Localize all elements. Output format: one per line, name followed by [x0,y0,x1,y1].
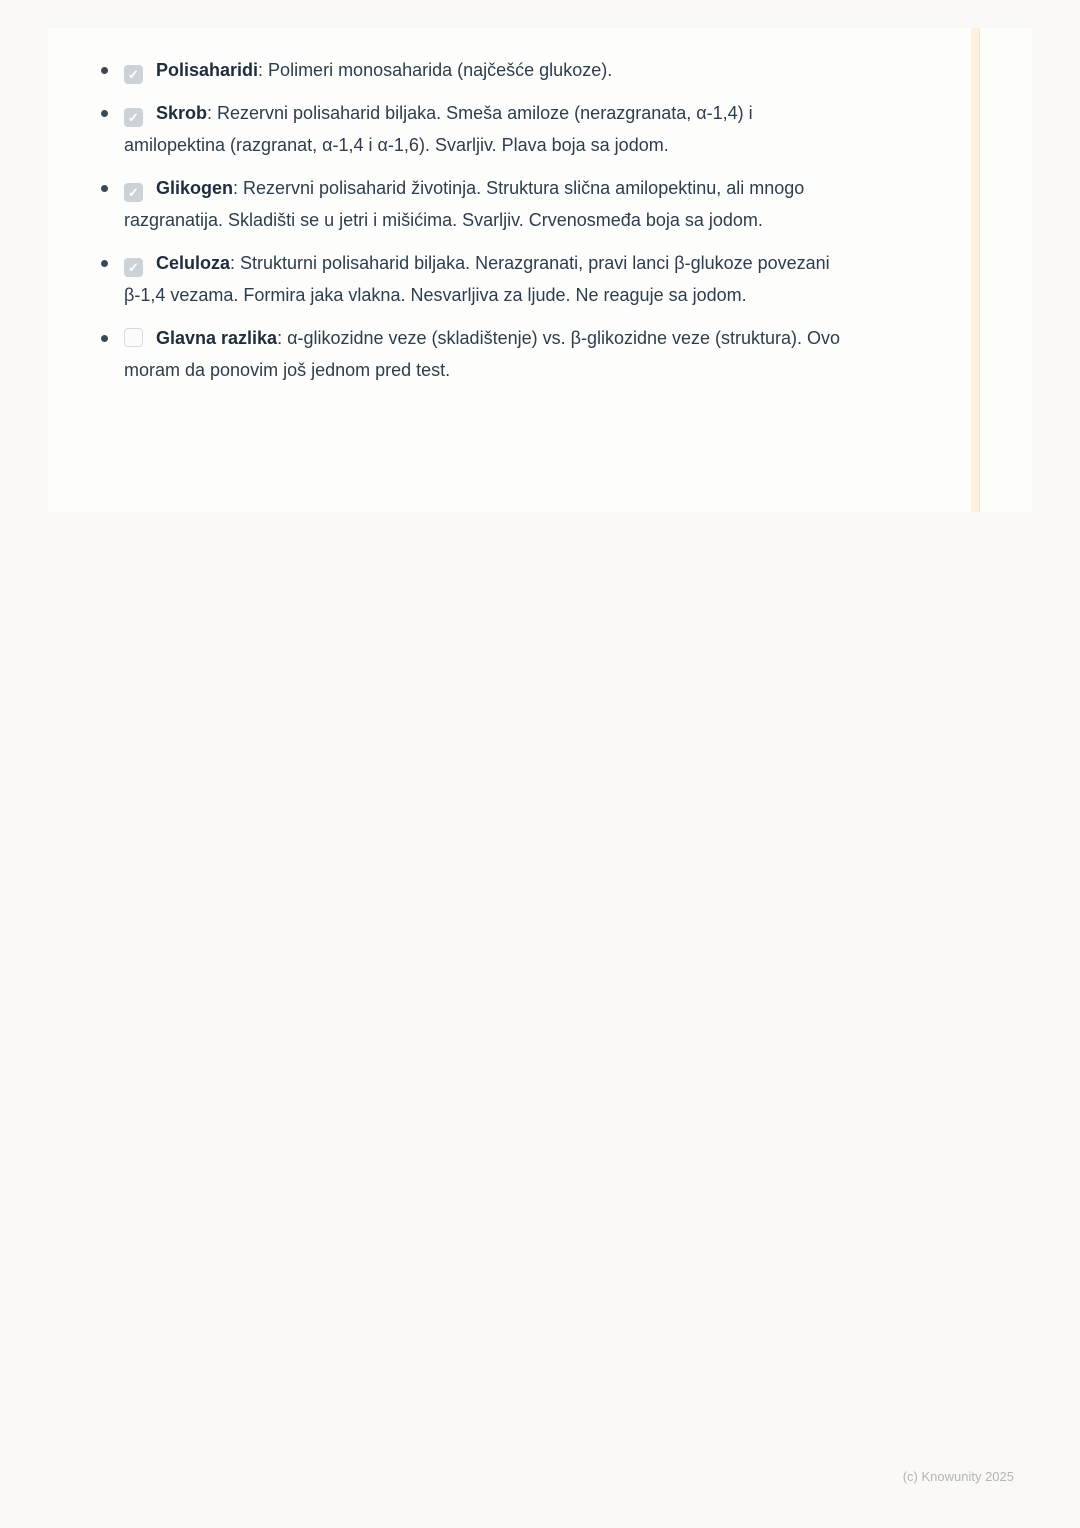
item-term: Glavna razlika [156,328,278,348]
item-text: : α-glikozidne veze (skladištenje) vs. β-glikozidne veze (struktura). Ovo moram da ponovim još jednom pred test. [124,328,841,380]
checkbox[interactable]: ✓ [124,65,143,84]
bullet-dot [101,185,108,192]
checklist [48,54,1032,397]
copyright-footer: (c) Knowunity 2025 [902,1469,1014,1484]
checkbox[interactable]: ✓ [124,258,143,277]
item-text: : Polimeri monosaharida (najčešće glukoze). [258,60,613,80]
item-text: : Strukturni polisaharid biljaka. Nerazgranati, pravi lanci β-glukoze povezani β-1,4 vezama. Formira jaka vlakna. Nesvarljiva za ljude. Ne reaguje sa jodom. [124,253,830,305]
list-item [48,172,848,236]
item-term: Polisaharidi [156,60,259,80]
note-card [48,28,1032,512]
bullet-dot [101,110,108,117]
item-term: Skrob [156,103,208,123]
bullet-dot [101,260,108,267]
item-term: Celuloza [156,253,231,273]
list-item [48,322,848,386]
checkbox[interactable]: ✓ [124,183,143,202]
item-term: Glikogen [156,178,234,198]
bullet-dot [101,67,108,74]
item-text: : Rezervni polisaharid biljaka. Smeša amiloze (nerazgranata, α-1,4) i amilopektina (razgranat, α-1,4 i α-1,6). Svarljiv. Plava boja sa jodom. [124,103,753,155]
list-item [48,54,848,86]
list-item [48,97,848,161]
bullet-dot [101,335,108,342]
item-text: : Rezervni polisaharid životinja. Struktura slična amilopektinu, ali mnogo razgranatija. Skladišti se u jetri i mišićima. Svarljiv. Crvenosmeđa boja sa jodom. [124,178,805,230]
list-item [48,247,848,311]
checkbox[interactable] [124,328,143,347]
checkbox[interactable]: ✓ [124,108,143,127]
